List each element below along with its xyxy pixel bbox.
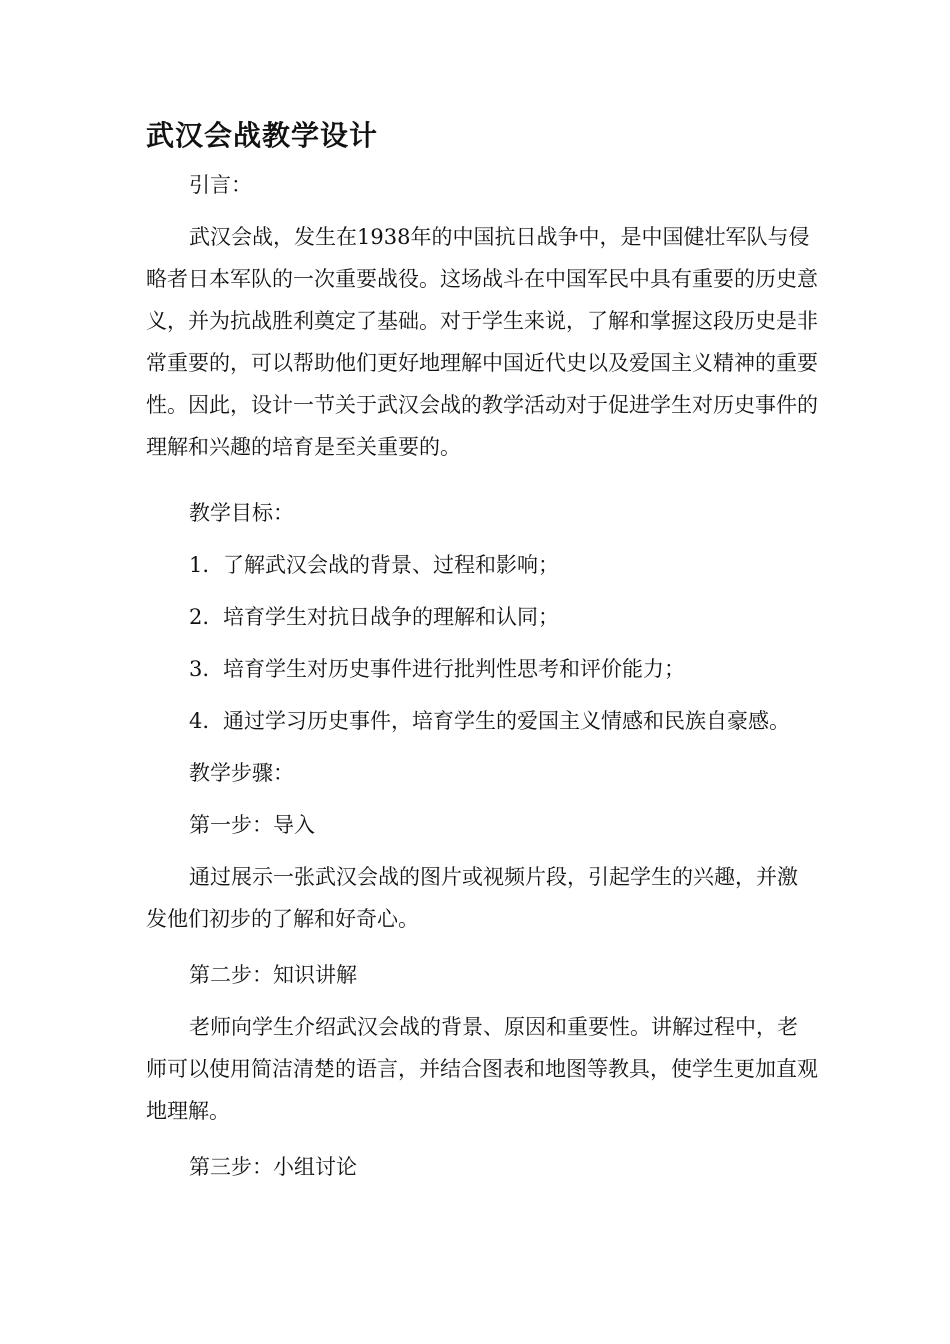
intro-heading: 引言：	[189, 173, 252, 197]
objective-number: 2.	[189, 605, 210, 629]
intro-paragraph: 武汉会战，发生在1938年的中国抗日战争中，是中国健壮军队与侵略者日本军队的一次重要战役。这场战斗在中国军民中具有重要的历史意义，并为抗战胜利奠定了基础。对于学生来说，了解和掌握这段历史是非常重要的，可以帮助他们更好地理解中国近代史以及爱国主义精神的重要性。因此，设计一节关于武汉会战的教学活动对于促进学生对历史事件的理解和兴趣的培育是至关重要的。	[146, 225, 818, 459]
step3-heading: 第三步：小组讨论	[189, 1155, 357, 1179]
step2-heading: 第二步：知识讲解	[189, 963, 357, 987]
step2-paragraph: 老师向学生介绍武汉会战的背景、原因和重要性。讲解过程中，老师可以使用简洁清楚的语言，并结合图表和地图等教具，使学生更加直观地理解。	[146, 1015, 818, 1123]
objectives-heading: 教学目标：	[189, 501, 294, 525]
objective-item	[189, 700, 790, 742]
steps-heading: 教学步骤：	[189, 761, 294, 785]
objective-item	[189, 544, 559, 586]
objective-number: 4.	[189, 709, 210, 733]
objective-item	[189, 596, 559, 638]
objective-number: 1.	[189, 553, 210, 577]
objective-text: 培育学生对抗日战争的理解和认同；	[223, 605, 559, 629]
document-title: 武汉会战教学设计	[146, 119, 379, 152]
objective-text: 了解武汉会战的背景、过程和影响；	[223, 553, 559, 577]
step1-heading: 第一步：导入	[189, 813, 315, 837]
objective-text: 培育学生对历史事件进行批判性思考和评价能力；	[223, 657, 685, 681]
objective-text: 通过学习历史事件，培育学生的爱国主义情感和民族自豪感。	[223, 709, 790, 733]
objective-item	[189, 648, 685, 690]
objective-number: 3.	[189, 657, 210, 681]
step1-paragraph: 通过展示一张武汉会战的图片或视频片段，引起学生的兴趣，并激发他们初步的了解和好奇心。	[146, 865, 798, 931]
